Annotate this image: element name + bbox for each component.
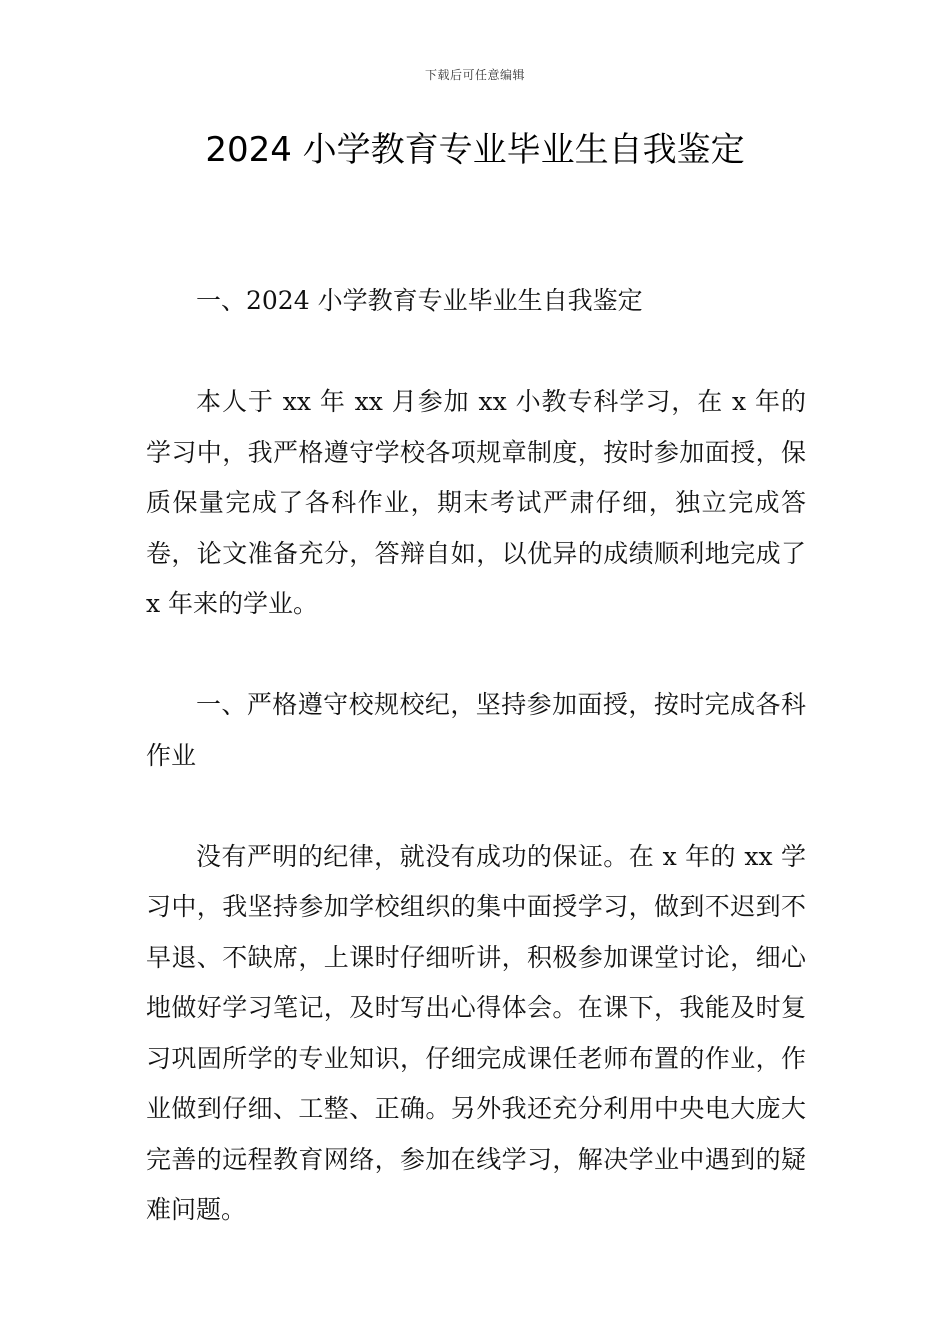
section-heading-1: 一、2024 小学教育专业毕业生自我鉴定	[196, 286, 643, 315]
body-paragraph-1: 本人于 xx 年 xx 月参加 xx 小教专科学习，在 x 年的学习中，我严格遵守学校各项规章制度，按时参加面授，保质保量完成了各科作业，期末考试严肃仔细，独立完成答卷，论文准备充分，答辩自如，以优异的成绩顺利地完成了 x 年来的学业。	[146, 387, 806, 618]
section-heading-2: 一、严格遵守校规校纪，坚持参加面授，按时完成各科作业	[146, 690, 806, 770]
paragraph-spacer	[146, 327, 806, 378]
header-note: 下载后可任意编辑	[424, 68, 525, 82]
body-paragraph-2: 没有严明的纪律，就没有成功的保证。在 x 年的 xx 学习中，我坚持参加学校组织的集中面授学习，做到不迟到不早退、不缺席，上课时仔细听讲，积极参加课堂讨论，细心地做好学习笔记，及时写出心得体会。在课下，我能及时复习巩固所学的专业知识，仔细完成课任老师布置的作业，作业做到仔细、工整、正确。另外我还充分利用中央电大庞大完善的远程教育网络，参加在线学习，解决学业中遇到的疑难问题。	[146, 841, 806, 1224]
document-body	[146, 276, 806, 1236]
paragraph-spacer	[146, 630, 806, 681]
document-title: 2024 小学教育专业毕业生自我鉴定	[205, 130, 745, 170]
paragraph-spacer	[146, 781, 806, 832]
